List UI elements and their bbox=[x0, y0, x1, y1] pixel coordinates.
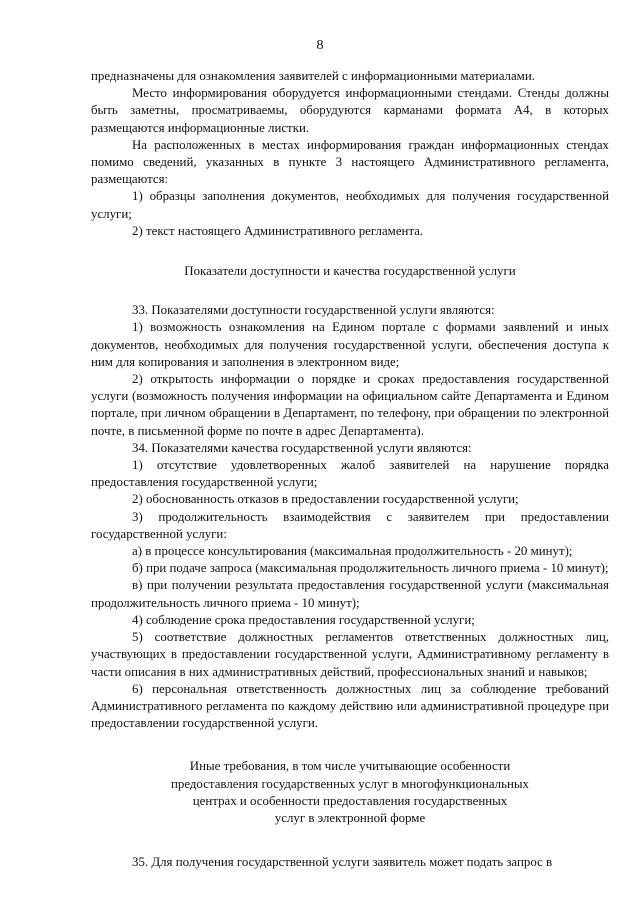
heading-line: услуг в электронной форме bbox=[274, 810, 426, 825]
clause-33-item-1: 1) возможность ознакомления на Едином портале с формами заявлений и иных документов, необходимых для получения государственной услуги, обеспечения доступа к ним для копирования и заполнения в электронном виде; bbox=[91, 320, 609, 369]
paragraph-continuation: предназначены для ознакомления заявителей с информационными материалами. bbox=[91, 69, 535, 83]
clause-34-item-5: 5) соответствие должностных регламентов ответственных должностных лиц, участвующих в предоставлении государственной услуги, Административному регламенту в части описания в них административных действий, профессиональных знаний и навыков; bbox=[91, 630, 609, 679]
clause-34-item-3a: а) в процессе консультирования (максимальная продолжительность - 20 минут); bbox=[132, 544, 573, 559]
page-number: 8 bbox=[316, 38, 324, 53]
list-item-regulation-text: 2) текст настоящего Административного регламента. bbox=[132, 223, 424, 238]
clause-34-item-3: 3) продолжительность взаимодействия с заявителем при предоставлении государственной услуги: bbox=[91, 509, 609, 541]
paragraph-stands-content: На расположенных в местах информирования граждан информационных стендах помимо сведений, указанных в пункте 3 настоящего Административного регламента, размещаются: bbox=[91, 137, 609, 187]
heading-line: предоставления государственных услуг в многофункциональных bbox=[170, 776, 530, 791]
clause-35: 35. Для получения государственной услуги заявитель может подать запрос в bbox=[132, 855, 553, 870]
clause-33: 33. Показателями доступности государственной услуги являются: bbox=[132, 303, 495, 318]
clause-34-item-3c: в) при получении результата предоставления государственной услуги (максимальная продолжительность личного приема - 10 минут); bbox=[91, 578, 609, 610]
heading-line: Иные требования, в том числе учитывающие особенности bbox=[189, 759, 511, 774]
list-item-samples: 1) образцы заполнения документов, необходимых для получения государственной услуги; bbox=[91, 189, 609, 221]
paragraph-stands: Место информирования оборудуется информационными стендами. Стенды должны быть заметны, просматриваемы, оборудуются карманами формата А4, в которых размещаются информационные листки. bbox=[91, 86, 609, 135]
clause-34-item-4: 4) соблюдение срока предоставления государственной услуги; bbox=[132, 612, 475, 627]
clause-34-item-1: 1) отсутствие удовлетворенных жалоб заявителей на нарушение порядка предоставления государственной услуги; bbox=[91, 458, 609, 490]
clause-33-item-2: 2) открытость информации о порядке и сроках предоставления государственной услуги (возможность получения информации на официальном сайте Департамента и Едином портале, при личном обращении в Департамент, по телефону, при обращении по электронной почте, в письменной форме по почте в адрес Департамента). bbox=[91, 372, 609, 438]
clause-34-item-6: 6) персональная ответственность должностных лиц за соблюдение требований Административного регламента по каждому действию или административной процедуре при предоставлении государственной услуги. bbox=[91, 681, 609, 731]
section-heading-accessibility: Показатели доступности и качества государственной услуги bbox=[184, 264, 516, 279]
document-body bbox=[91, 68, 609, 871]
clause-34-item-3b: б) при подаче запроса (максимальная продолжительность личного приема - 10 минут); bbox=[132, 561, 609, 576]
heading-line: центрах и особенности предоставления государственных bbox=[192, 793, 508, 808]
section-heading-other-requirements bbox=[91, 758, 609, 827]
clause-34-item-2: 2) обоснованность отказов в предоставлении государственной услуги; bbox=[132, 492, 519, 507]
clause-34: 34. Показателями качества государственной услуги являются: bbox=[132, 440, 472, 455]
